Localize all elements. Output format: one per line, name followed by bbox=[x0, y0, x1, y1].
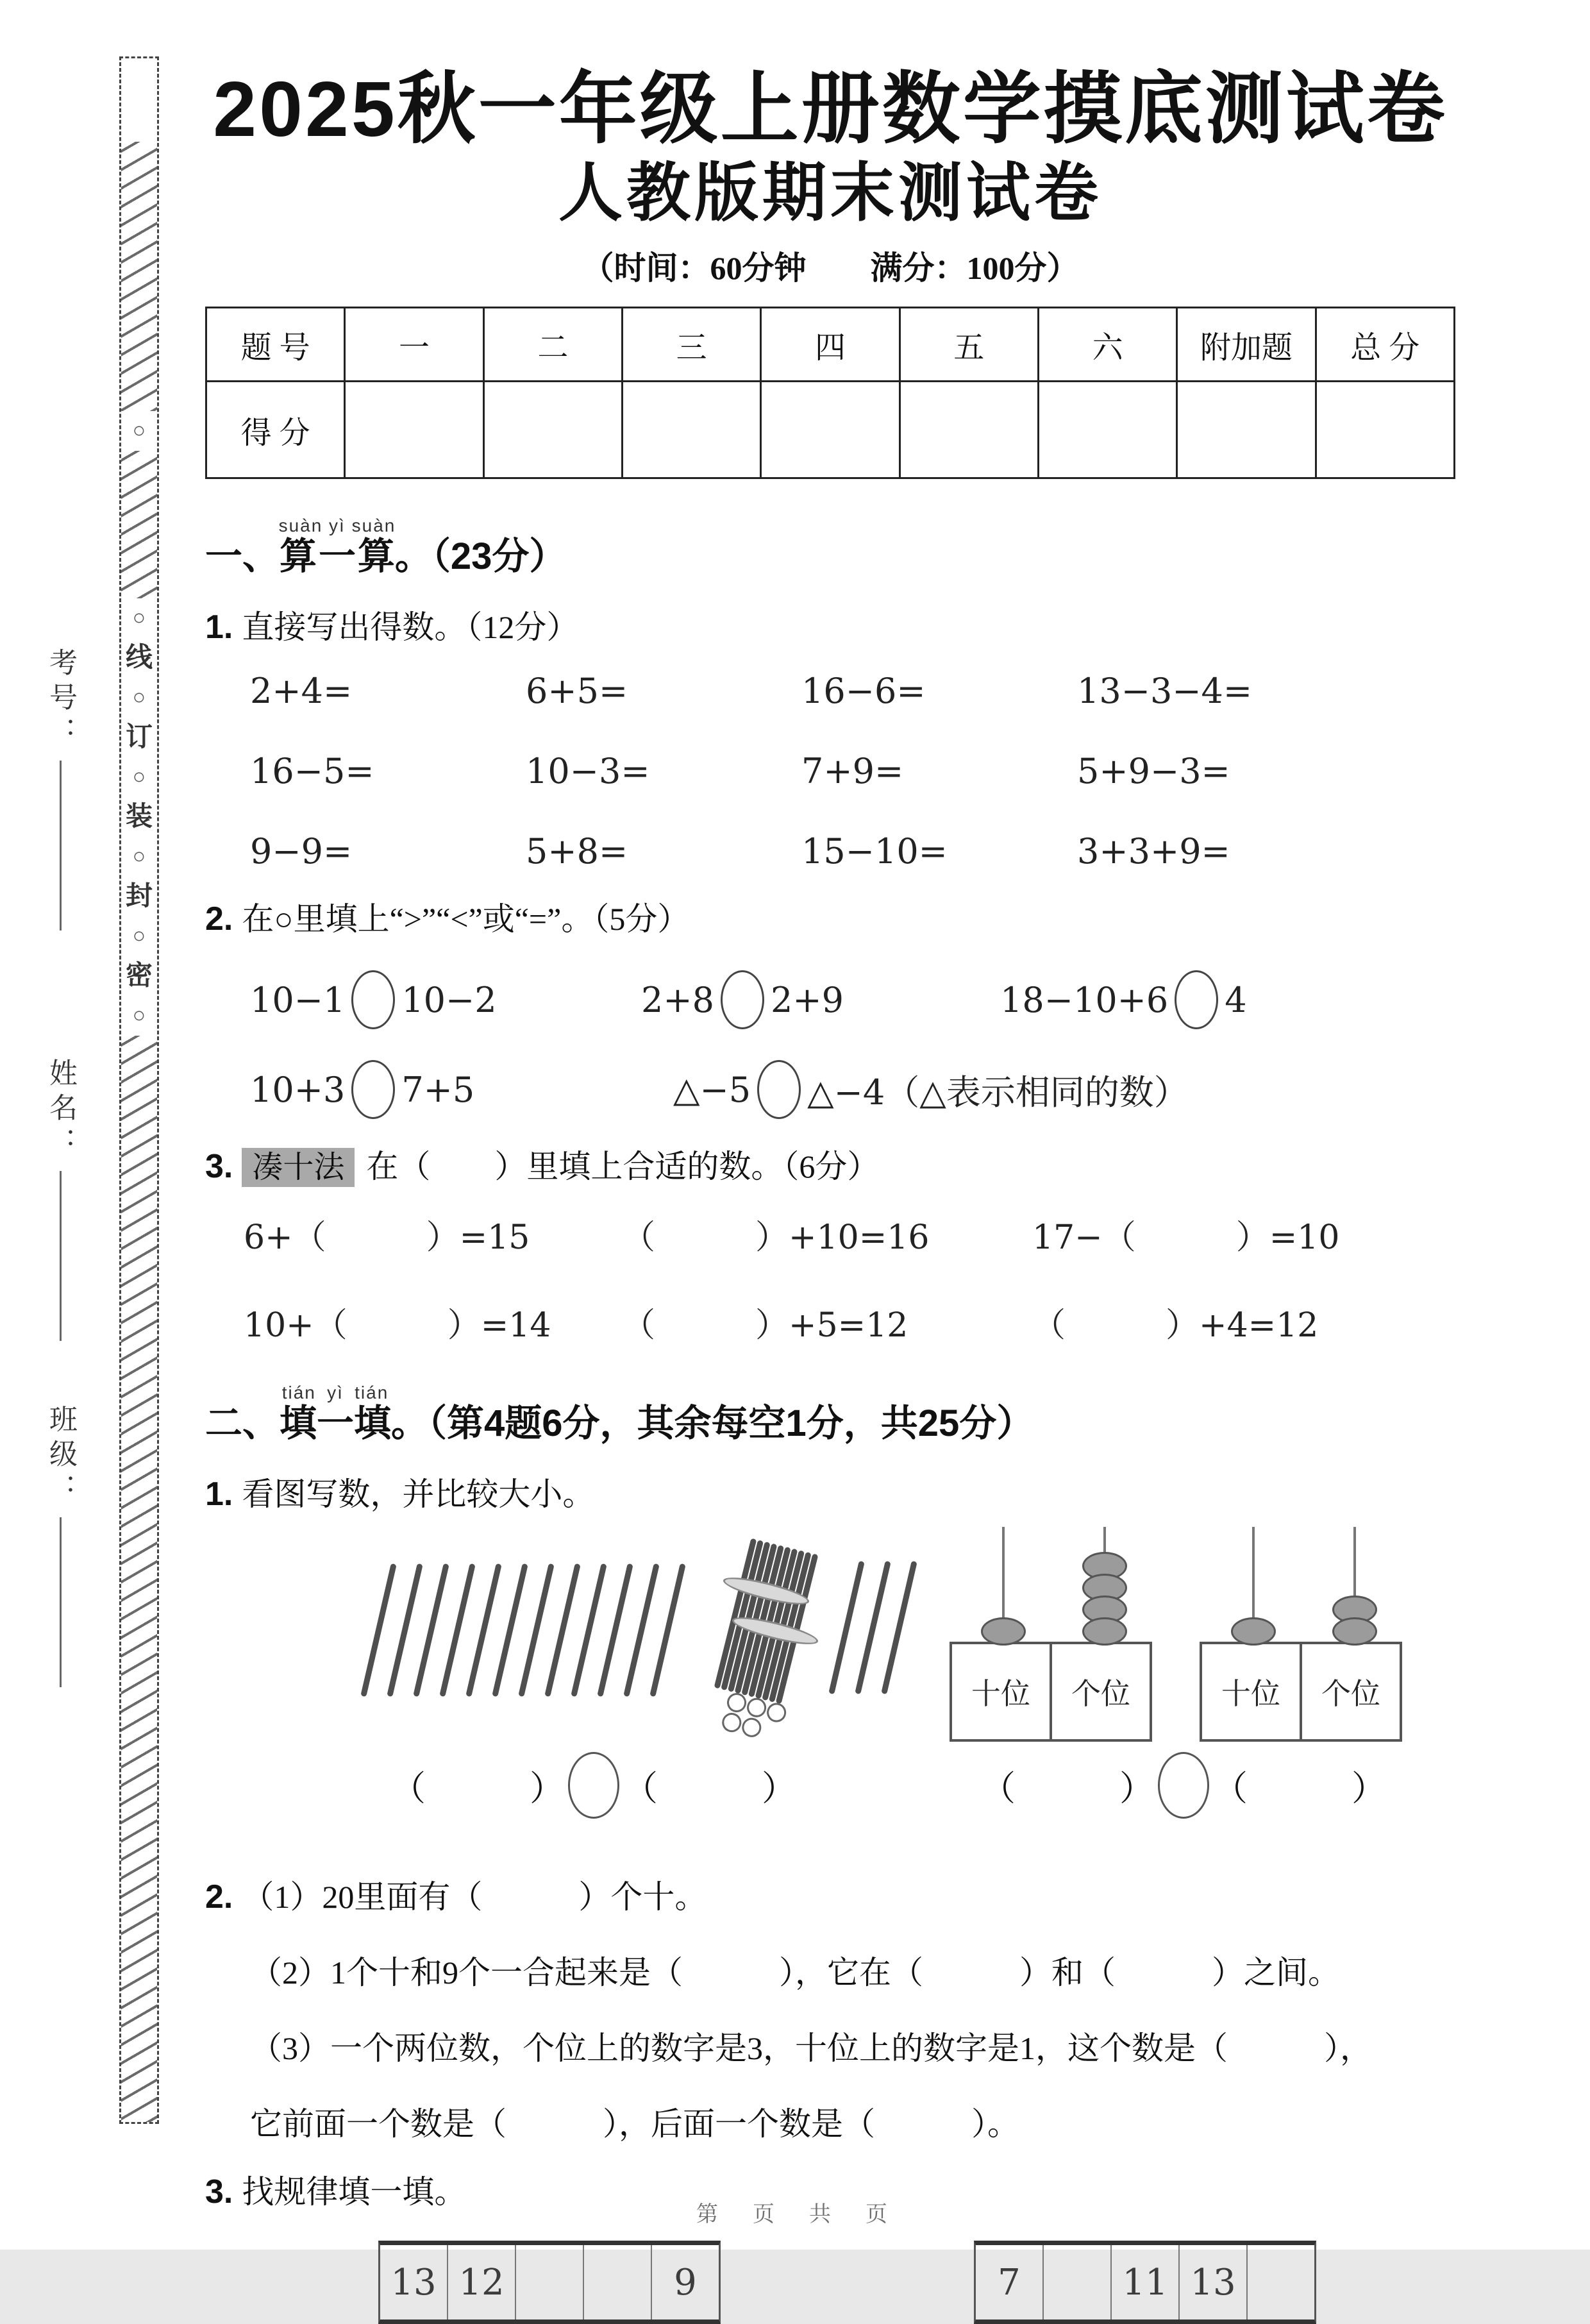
tens-place-cell: 十位 bbox=[950, 1642, 1052, 1742]
answer-blank: （ ） bbox=[391, 1769, 564, 1808]
pattern-cell: 12 bbox=[447, 2245, 515, 2320]
strip-ring-icon: ○ bbox=[132, 924, 146, 948]
s2-q2-line4 bbox=[205, 2098, 1455, 2144]
stick-end bbox=[765, 1701, 788, 1724]
strip-ring-icon: ○ bbox=[132, 419, 146, 442]
fill-problem: （ ）+5=12 bbox=[622, 1306, 908, 1345]
score-empty-cell bbox=[761, 382, 900, 478]
binding-char: 封 bbox=[125, 882, 153, 911]
answer-blank: （ ） bbox=[981, 1769, 1154, 1808]
s1-q3-prompt bbox=[205, 1141, 1455, 1187]
compare-circle-icon bbox=[351, 1060, 395, 1119]
section1-heading bbox=[205, 518, 1455, 580]
math-problem: 16−5= bbox=[250, 751, 374, 792]
tens-rod bbox=[952, 1527, 1055, 1646]
q-text: 找规律填一填。 bbox=[242, 2174, 467, 2210]
q-text: 在（ ）里填上合适的数。（6分） bbox=[366, 1149, 880, 1185]
q-text: （3）一个两位数，个位上的数字是3，十位上的数字是1，这个数是（ ）， bbox=[250, 2030, 1372, 2067]
s1-q2-prompt bbox=[205, 893, 1455, 939]
bead bbox=[1082, 1617, 1127, 1646]
pattern-cell bbox=[1246, 2245, 1314, 2320]
student-name-text: 姓名： bbox=[45, 1058, 76, 1162]
strip-ring-icon: ○ bbox=[132, 606, 146, 630]
fill-problem: 17−（ ）=10 bbox=[1032, 1218, 1340, 1258]
fill-problem: 6+（ ）=15 bbox=[244, 1218, 530, 1258]
pattern-cell: 13 bbox=[390, 2261, 437, 2303]
stick-bundle-group bbox=[712, 1540, 923, 1733]
s1-q2-row2 bbox=[205, 1060, 1455, 1119]
counting-pictures bbox=[205, 1537, 1455, 1748]
math-problem: 10−3= bbox=[526, 751, 650, 792]
compare-right: 2+9 bbox=[770, 979, 844, 1020]
score-empty-cell bbox=[1177, 382, 1316, 478]
score-empty-cell bbox=[900, 382, 1038, 478]
ones-place-cell: 个位 bbox=[1050, 1642, 1152, 1742]
pattern-cell bbox=[583, 2245, 651, 2320]
compare-item bbox=[250, 970, 641, 1029]
fill-problem: （ ）+10=16 bbox=[622, 1218, 930, 1258]
place-value-abacus-2 bbox=[1202, 1537, 1409, 1742]
ones-place-cell: 个位 bbox=[1300, 1642, 1402, 1742]
stick-end bbox=[745, 1696, 768, 1719]
pattern-cell: 7 bbox=[998, 2261, 1021, 2303]
binding-char: 线 bbox=[125, 643, 153, 673]
compare-left: 2+8 bbox=[641, 979, 714, 1020]
math-problem: 2+4= bbox=[250, 671, 353, 712]
bead bbox=[981, 1617, 1026, 1646]
pattern-table-2 bbox=[974, 2241, 1316, 2324]
compare-left: 10−1 bbox=[250, 979, 346, 1020]
score-empty-cell bbox=[1038, 382, 1176, 478]
score-table bbox=[205, 307, 1455, 479]
tens-place-cell: 十位 bbox=[1200, 1642, 1302, 1742]
q-text: 看图写数，并比较大小。 bbox=[242, 1476, 595, 1513]
loose-sticks-group bbox=[365, 1562, 681, 1698]
strip-ring-icon: ○ bbox=[132, 686, 146, 709]
score-empty-cell bbox=[483, 382, 622, 478]
write-line bbox=[60, 1171, 62, 1341]
score-empty-cell bbox=[622, 382, 760, 478]
s2-q1-prompt bbox=[205, 1469, 1455, 1515]
section1-word-ruby bbox=[278, 516, 396, 578]
section2-heading bbox=[205, 1385, 1455, 1447]
pattern-cell bbox=[515, 2245, 583, 2320]
s1-q3-problems bbox=[205, 1210, 1455, 1346]
math-problem: 5+9−3= bbox=[1077, 751, 1230, 792]
method-badge: 凑十法 bbox=[242, 1148, 355, 1187]
compare-circle-icon bbox=[568, 1752, 619, 1819]
score-table-score-row bbox=[206, 382, 1455, 478]
stick-end bbox=[725, 1691, 748, 1714]
stick-end bbox=[720, 1711, 743, 1734]
class-label bbox=[40, 1404, 81, 1687]
section1-points: 。（23分） bbox=[394, 535, 567, 578]
q-text: （1）20里面有（ ）个十。 bbox=[242, 1879, 707, 1916]
compare-left: 10+3 bbox=[250, 1069, 346, 1110]
math-problem: 6+5= bbox=[526, 671, 628, 712]
section2-number: 二、 bbox=[205, 1402, 280, 1445]
hatch-pattern bbox=[121, 142, 157, 411]
number-pattern-tables bbox=[205, 2241, 1455, 2324]
q-number: 3. bbox=[205, 2173, 233, 2211]
fill-problem: （ ）+4=12 bbox=[1032, 1306, 1319, 1345]
compare-right: 4 bbox=[1225, 979, 1247, 1020]
compare-left: △−5 bbox=[673, 1069, 751, 1110]
hatch-pattern bbox=[121, 451, 157, 598]
pattern-cell: 9 bbox=[651, 2245, 719, 2320]
s1-q2-row1 bbox=[205, 970, 1455, 1029]
score-label-cell: 得 分 bbox=[206, 382, 345, 478]
hatch-pattern bbox=[121, 1036, 157, 2122]
score-header-cell: 附加题 bbox=[1177, 308, 1316, 382]
stick-end bbox=[740, 1716, 763, 1739]
q-number: 2. bbox=[205, 900, 233, 938]
compare-left: 18−10+6 bbox=[1000, 979, 1169, 1020]
pattern-cell: 13 bbox=[1178, 2245, 1246, 2320]
strip-ring-icon: ○ bbox=[132, 1004, 146, 1027]
compare-right: 7+5 bbox=[401, 1069, 475, 1110]
compare-item bbox=[641, 970, 1000, 1029]
math-problem: 13−3−4= bbox=[1077, 671, 1253, 712]
binding-strip bbox=[119, 56, 159, 2124]
s1-q1-problems bbox=[205, 671, 1455, 872]
score-header-cell: 三 bbox=[622, 308, 760, 382]
write-line bbox=[60, 1517, 62, 1687]
compare-circle-icon bbox=[1158, 1752, 1209, 1819]
s2-q2-line1 bbox=[205, 1871, 1455, 1917]
q-number: 3. bbox=[205, 1148, 233, 1186]
q-text: （2）1个十和9个一合起来是（ ），它在（ ）和（ ）之间。 bbox=[250, 1955, 1340, 1991]
bead bbox=[1332, 1617, 1377, 1646]
binding-char: 订 bbox=[125, 723, 153, 752]
score-header-cell: 题 号 bbox=[206, 308, 345, 382]
tens-rod bbox=[1202, 1527, 1305, 1646]
pattern-cell: 11 bbox=[1110, 2245, 1178, 2320]
answer-blank: （ ） bbox=[623, 1769, 796, 1808]
student-name-label bbox=[40, 1058, 81, 1341]
math-problem: 9−9= bbox=[250, 831, 353, 872]
abacus-compare-blanks bbox=[981, 1752, 1386, 1819]
page-subtitle-title: 人教版期末测试卷 bbox=[558, 157, 1102, 230]
write-line bbox=[60, 761, 62, 930]
compare-circle-icon bbox=[351, 970, 395, 1029]
pattern-cell bbox=[1042, 2245, 1110, 2320]
math-problem: 15−10= bbox=[801, 831, 948, 872]
answer-blank: （ ） bbox=[1213, 1769, 1386, 1808]
math-problem: 3+3+9= bbox=[1077, 831, 1230, 872]
exam-number-label bbox=[40, 648, 81, 930]
class-text: 班级： bbox=[45, 1404, 76, 1508]
compare-item bbox=[673, 1060, 1189, 1119]
compare-item bbox=[1000, 970, 1247, 1029]
section2-word: 填一填 bbox=[280, 1402, 392, 1445]
answer-blanks-row bbox=[205, 1752, 1455, 1842]
compare-right: △−4（△表示相同的数） bbox=[807, 1072, 1189, 1113]
ones-rod bbox=[1303, 1527, 1406, 1646]
bundle-ends bbox=[719, 1690, 798, 1747]
math-problem: 16−6= bbox=[801, 671, 926, 712]
s1-q1-prompt bbox=[205, 602, 1455, 648]
sticks-compare-blanks bbox=[391, 1752, 796, 1819]
q-text: 直接写出得数。（12分） bbox=[242, 609, 579, 646]
pattern-table-1 bbox=[378, 2241, 721, 2324]
strip-ring-icon: ○ bbox=[132, 845, 146, 868]
compare-circle-icon bbox=[757, 1060, 801, 1119]
abacus-frame bbox=[1202, 1642, 1402, 1742]
compare-circle-icon bbox=[721, 970, 764, 1029]
q-text: 在○里填上“>”“<”或“=”。（5分） bbox=[242, 901, 690, 938]
score-header-cell: 二 bbox=[483, 308, 622, 382]
binding-char: 装 bbox=[125, 802, 153, 832]
score-header-cell: 五 bbox=[900, 308, 1038, 382]
ones-rod bbox=[1053, 1527, 1156, 1646]
compare-circle-icon bbox=[1175, 970, 1218, 1029]
score-header-cell: 总 分 bbox=[1316, 308, 1454, 382]
place-value-abacus-1 bbox=[952, 1537, 1159, 1742]
exam-number-text: 考号： bbox=[45, 648, 76, 752]
section2-word-ruby bbox=[280, 1383, 392, 1445]
bead bbox=[1231, 1617, 1276, 1646]
extra-sticks-group bbox=[833, 1560, 912, 1696]
score-header-cell: 一 bbox=[345, 308, 483, 382]
strip-gap bbox=[121, 58, 157, 142]
section2-pinyin: tián yì tián bbox=[280, 1383, 392, 1403]
q-text: 它前面一个数是（ ），后面一个数是（ ）。 bbox=[250, 2106, 1019, 2143]
paper-content bbox=[205, 64, 1455, 2324]
time-score-info: （时间：60分钟 满分：100分） bbox=[582, 250, 1079, 287]
score-table-header-row bbox=[206, 308, 1455, 382]
section1-word: 算一算 bbox=[278, 535, 396, 578]
score-header-cell: 六 bbox=[1038, 308, 1176, 382]
binding-char: 密 bbox=[125, 961, 153, 991]
section1-pinyin: suàn yì suàn bbox=[278, 516, 396, 536]
math-problem: 5+8= bbox=[526, 831, 628, 872]
section1-number: 一、 bbox=[205, 535, 280, 578]
q-number: 1. bbox=[205, 1476, 233, 1513]
section2-points: 。（第4题6分，其余每空1分，共25分） bbox=[391, 1402, 1034, 1445]
strip-ring-icon: ○ bbox=[132, 765, 146, 789]
score-header-cell: 四 bbox=[761, 308, 900, 382]
page-footer: 第 页 共 页 bbox=[696, 2203, 894, 2227]
abacus-frame bbox=[952, 1642, 1152, 1742]
compare-item bbox=[250, 1060, 673, 1119]
s2-q2-line3 bbox=[205, 2023, 1455, 2069]
score-empty-cell bbox=[345, 382, 483, 478]
math-problem: 7+9= bbox=[801, 751, 904, 792]
page-title: 2025秋一年级上册数学摸底测试卷 bbox=[213, 65, 1448, 153]
q-number: 1. bbox=[205, 609, 233, 646]
fill-problem: 10+（ ）=14 bbox=[244, 1306, 551, 1345]
s2-q2-line2 bbox=[205, 1947, 1455, 1993]
q-number: 2. bbox=[205, 1878, 233, 1916]
score-empty-cell bbox=[1316, 382, 1454, 478]
compare-right: 10−2 bbox=[401, 979, 497, 1020]
